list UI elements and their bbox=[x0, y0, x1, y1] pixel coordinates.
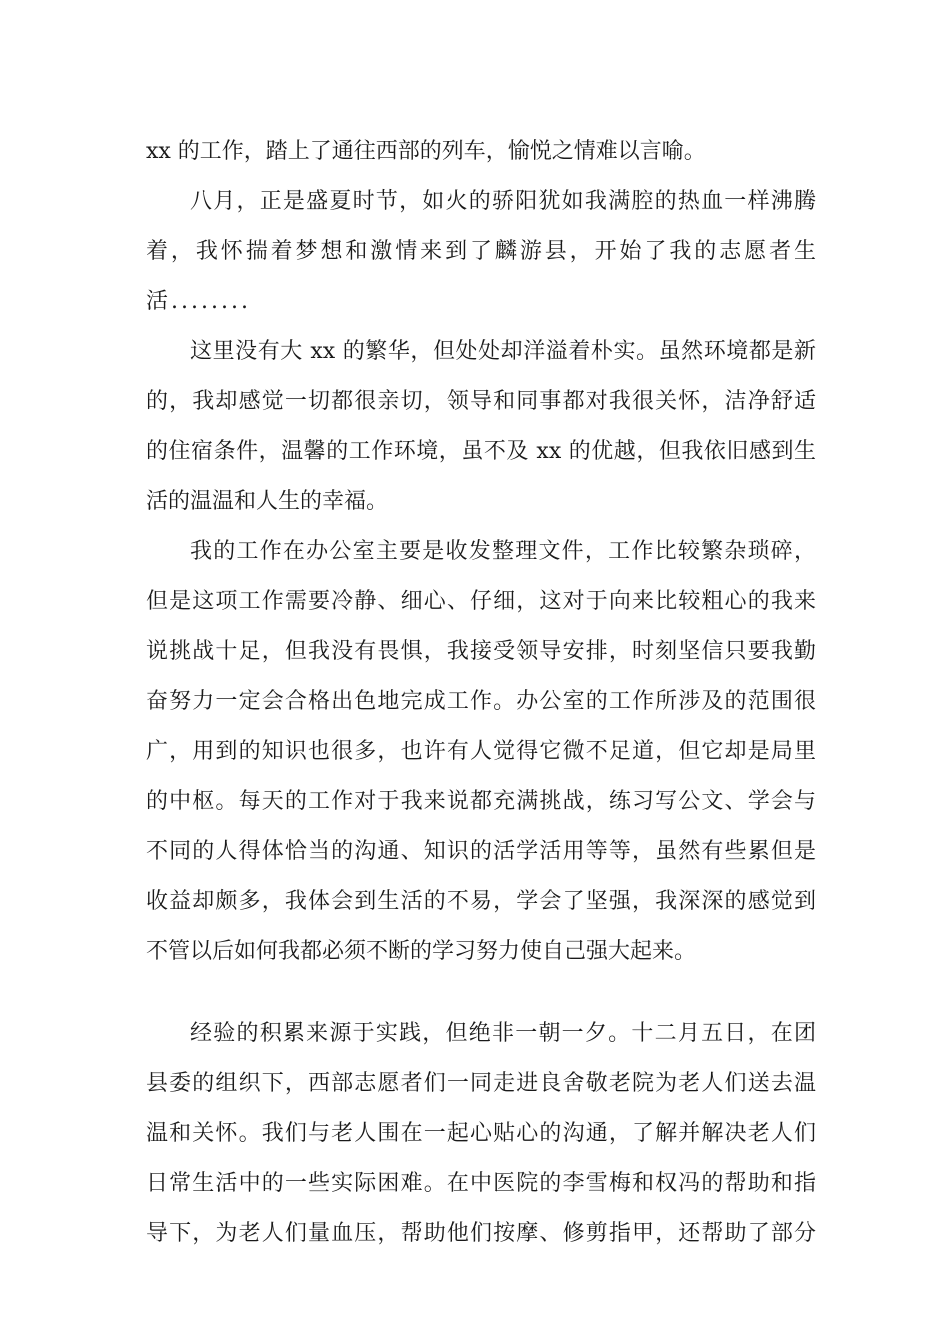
text-line: 说挑战十足，但我没有畏惧，我接受领导安排，时刻坚信只要我勤 bbox=[146, 639, 816, 664]
text-line: 温和关怀。我们与老人围在一起心贴心的沟通，了解并解决老人们 bbox=[146, 1121, 816, 1146]
text-line: 不同的人得体恰当的沟通、知识的活学活用等等，虽然有些累但是 bbox=[146, 839, 816, 864]
text-line: 奋努力一定会合格出色地完成工作。办公室的工作所涉及的范围很 bbox=[146, 689, 816, 714]
text-line: 的中枢。每天的工作对于我来说都充满挑战，练习写公文、学会与 bbox=[146, 789, 816, 814]
text-line: 不管以后如何我都必须不断的学习努力使自己强大起来。 bbox=[146, 939, 697, 964]
text-line: 县委的组织下，西部志愿者们一同走进良舍敬老院为老人们送去温 bbox=[146, 1071, 816, 1096]
text-line: 但是这项工作需要冷静、细心、仔细，这对于向来比较粗心的我来 bbox=[146, 589, 816, 614]
text-line: 导下，为老人们量血压，帮助他们按摩、修剪指甲，还帮助了部分 bbox=[146, 1221, 816, 1246]
text-line: 日常生活中的一些实际困难。在中医院的李雪梅和权冯的帮助和指 bbox=[146, 1171, 816, 1196]
text-line: 的住宿条件，温馨的工作环境，虽不及 xx 的优越，但我依旧感到生 bbox=[146, 439, 816, 464]
paragraph-first-line: 经验的积累来源于实践，但绝非一朝一夕。十二月五日，在团 bbox=[190, 1021, 816, 1046]
text-line: 的，我却感觉一切都很亲切，领导和同事都对我很关怀，洁净舒适 bbox=[146, 389, 816, 414]
text-line: 活的温温和人生的幸福。 bbox=[146, 489, 389, 514]
text-line: xx 的工作，踏上了通往西部的列车，愉悦之情难以言喻。 bbox=[146, 139, 706, 164]
paragraph-first-line: 这里没有大 xx 的繁华，但处处却洋溢着朴实。虽然环境都是新 bbox=[190, 339, 816, 364]
text-line: 着，我怀揣着梦想和激情来到了麟游县，开始了我的志愿者生 bbox=[146, 239, 816, 264]
text-line: 广，用到的知识也很多，也许有人觉得它微不足道，但它却是局里 bbox=[146, 739, 816, 764]
paragraph-first-line: 我的工作在办公室主要是收发整理文件，工作比较繁杂琐碎， bbox=[190, 539, 816, 564]
text-line: 收益却颇多，我体会到生活的不易，学会了坚强，我深深的感觉到 bbox=[146, 889, 816, 914]
text-line: 活........ bbox=[146, 289, 251, 314]
paragraph-first-line: 八月，正是盛夏时节，如火的骄阳犹如我满腔的热血一样沸腾 bbox=[190, 189, 816, 214]
